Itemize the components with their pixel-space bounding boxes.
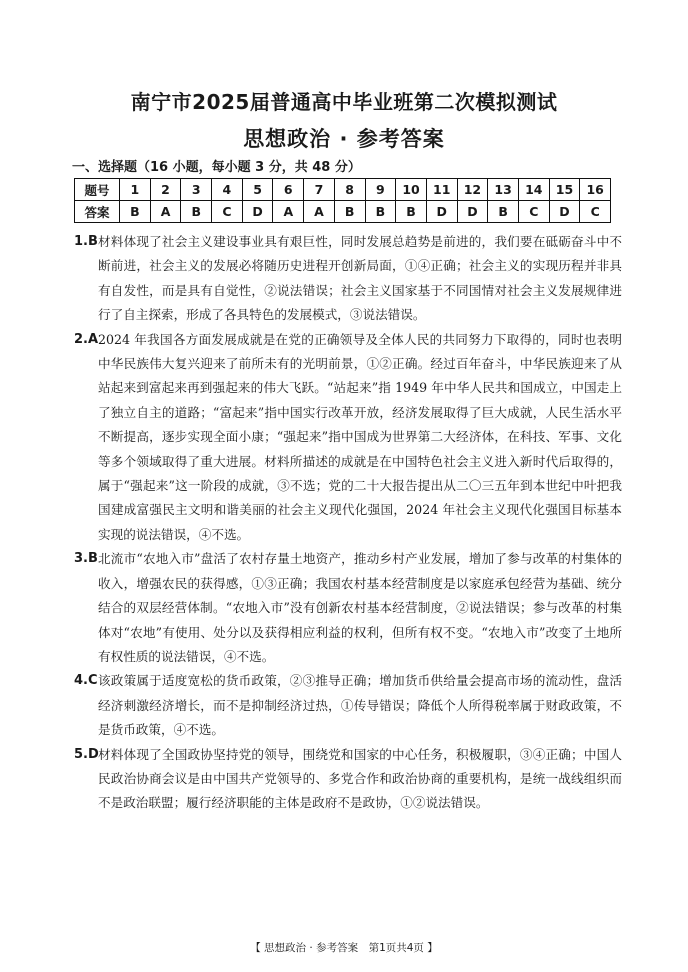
question-number: 16 xyxy=(580,179,611,201)
answer-cell: A xyxy=(273,201,304,223)
question-number: 14 xyxy=(518,179,549,201)
answer-cell: B xyxy=(181,201,212,223)
item-text: 该政策属于适度宽松的货币政策，②③推导正确；增加货币供给量会提高市场的流动性，盘活经济刺激经济增长，而不是抑制经济过热，①传导错误；降低个人所得税率属于财政政策，不是货币政策，④不选。 xyxy=(98,673,622,738)
answer-cell: B xyxy=(488,201,519,223)
question-number: 1 xyxy=(120,179,151,201)
item-number: 3.B xyxy=(74,551,98,567)
answer-row xyxy=(75,201,611,223)
question-number: 11 xyxy=(426,179,457,201)
document-title: 南宁市2025届普通高中毕业班第二次模拟测试 xyxy=(130,90,558,114)
row-label-answer: 答案 xyxy=(75,201,120,223)
answer-cell: D xyxy=(549,201,580,223)
question-number: 9 xyxy=(365,179,396,201)
question-number-row xyxy=(75,179,611,201)
question-number: 15 xyxy=(549,179,580,201)
answer-cell: B xyxy=(334,201,365,223)
item-number: 1.B xyxy=(74,234,98,249)
item-text: 材料体现了社会主义建设事业具有艰巨性，同时发展总趋势是前进的，我们要在砥砺奋斗中不断前进，社会主义的发展必将随历史进程开创新局面，①④正确；社会主义的实现历程并非具有自发性，而是具有自觉性，②说法错误；社会主义国家基于不同国情对社会主义发展规律进行了自主探索，形成了各具特色的发展模式，③说法错误。 xyxy=(98,234,622,323)
page-footer: 【 思想政治 · 参考答案 第1页共4页 】 xyxy=(250,942,438,954)
question-number: 4 xyxy=(212,179,243,201)
item-text: 北流市“农地入市”盘活了农村存量土地资产，推动乡村产业发展，增加了参与改革的村集体的收入，增强农民的获得感，①③正确；我国农村基本经营制度是以家庭承包经营为基础、统分结合的双层经营体制。“农地入市”没有创新农村基本经营制度，②说法错误；参与改革的村集体对“农地”有使用、处分以及获得相应利益的权利，但所有权不变。“农地入市”改变了土地所有权性质的说法错误，④不选。 xyxy=(98,551,622,664)
item-text: 2024 年我国各方面发展成就是在党的正确领导及全体人民的共同努力下取得的，同时也表明中华民族伟大复兴迎来了前所未有的光明前景，①②正确。经过百年奋斗，中华民族迎来了从站起来到富起来再到强起来的伟大飞跃。“站起来”指 1949 年中华人民共和国成立，中国走上了独立自主的道路；“富起来”指中国实行改革开放，经济发展取得了巨大成就，人民生活水平不断提高，逐步实现全面小康；“强起来”指中国成为世界第二大经济体，在科技、军事、文化等多个领域取得了重大进展。材料所描述的成就是在中国特色社会主义进入新时代后取得的，属于“强起来”这一阶段的成就，③不选；党的二十大报告提出从二〇三五年到本世纪中叶把我国建成富强民主文明和谐美丽的社会主义现代化强国，2024 年社会主义现代化强国目标基本实现的说法错误，④不选。 xyxy=(98,331,622,542)
question-number: 7 xyxy=(304,179,335,201)
answer-explanations xyxy=(74,230,622,816)
question-number: 6 xyxy=(273,179,304,201)
answer-cell: D xyxy=(457,201,488,223)
answer-cell: A xyxy=(150,201,181,223)
answer-cell: D xyxy=(242,201,273,223)
answer-table xyxy=(74,178,611,223)
explanation-item xyxy=(74,547,622,669)
item-number: 5.D xyxy=(74,746,99,762)
answer-cell: B xyxy=(365,201,396,223)
row-label-question: 题号 xyxy=(75,179,120,201)
question-number: 3 xyxy=(181,179,212,201)
question-number: 13 xyxy=(488,179,519,201)
explanation-item xyxy=(74,669,622,742)
answer-cell: C xyxy=(580,201,611,223)
explanation-item xyxy=(74,328,622,548)
item-text: 材料体现了全国政协坚持党的领导，围绕党和国家的中心任务，积极履职，③④正确；中国人民政治协商会议是由中国共产党领导的、多党合作和政治协商的重要机构，是统一战线组织而不是政治联盟；履行经济职能的主体是政府不是政协，①②说法错误。 xyxy=(98,746,622,811)
explanation-item xyxy=(74,743,622,816)
explanation-item xyxy=(74,230,622,328)
answer-cell: D xyxy=(426,201,457,223)
document-subtitle: 思想政治 · 参考答案 xyxy=(243,127,445,151)
question-number: 12 xyxy=(457,179,488,201)
item-number: 2.A xyxy=(74,331,99,347)
question-number: 8 xyxy=(334,179,365,201)
question-number: 2 xyxy=(150,179,181,201)
answer-cell: C xyxy=(518,201,549,223)
answer-cell: B xyxy=(120,201,151,223)
answer-cell: A xyxy=(304,201,335,223)
answer-cell: C xyxy=(212,201,243,223)
section-heading: 一、选择题（16 小题，每小题 3 分，共 48 分） xyxy=(72,160,361,175)
answer-cell: B xyxy=(396,201,427,223)
question-number: 5 xyxy=(242,179,273,201)
item-number: 4.C xyxy=(74,673,98,689)
question-number: 10 xyxy=(396,179,427,201)
